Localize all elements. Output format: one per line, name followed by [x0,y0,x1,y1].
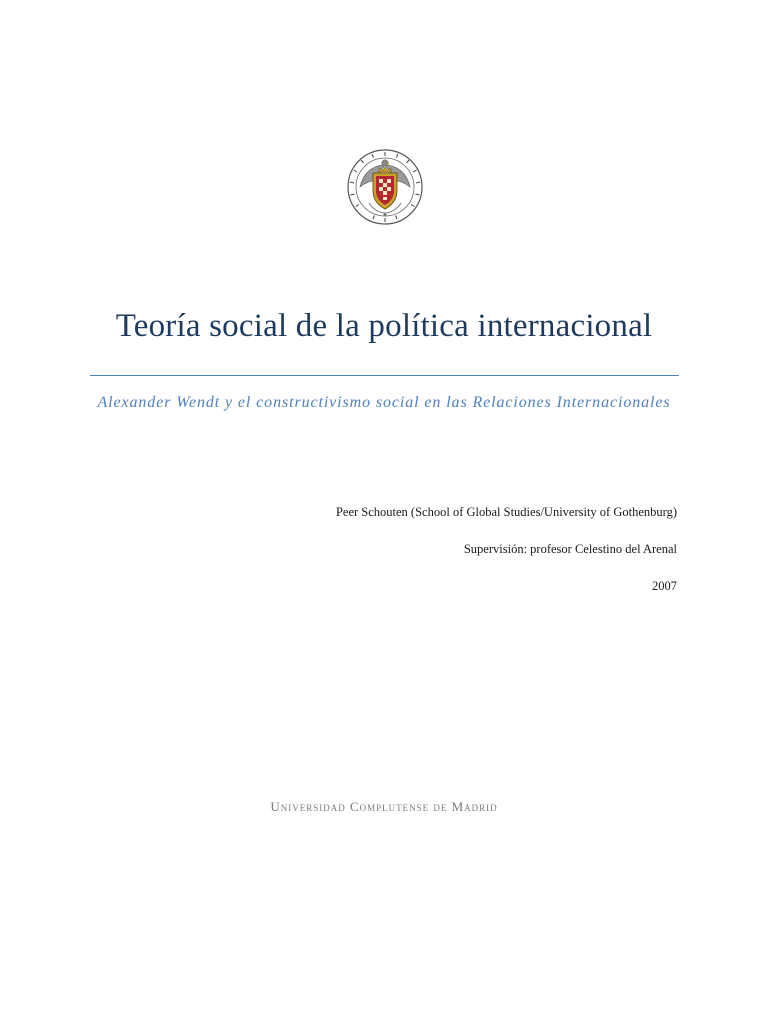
university-name: Universidad Complutense de Madrid [270,799,498,814]
document-title: Teoría social de la política internacional [115,308,653,344]
year-line: 2007 [652,579,677,593]
author-line: Peer Schouten (School of Global Studies/University of Gothenburg) [335,505,677,519]
document-subtitle: Alexander Wendt y el constructivismo social en las Relaciones Internacionales [97,394,671,411]
supervision-line: Supervisión: profesor Celestino del Arenal [463,542,677,556]
university-seal-icon [343,143,427,231]
title-divider [90,375,679,376]
